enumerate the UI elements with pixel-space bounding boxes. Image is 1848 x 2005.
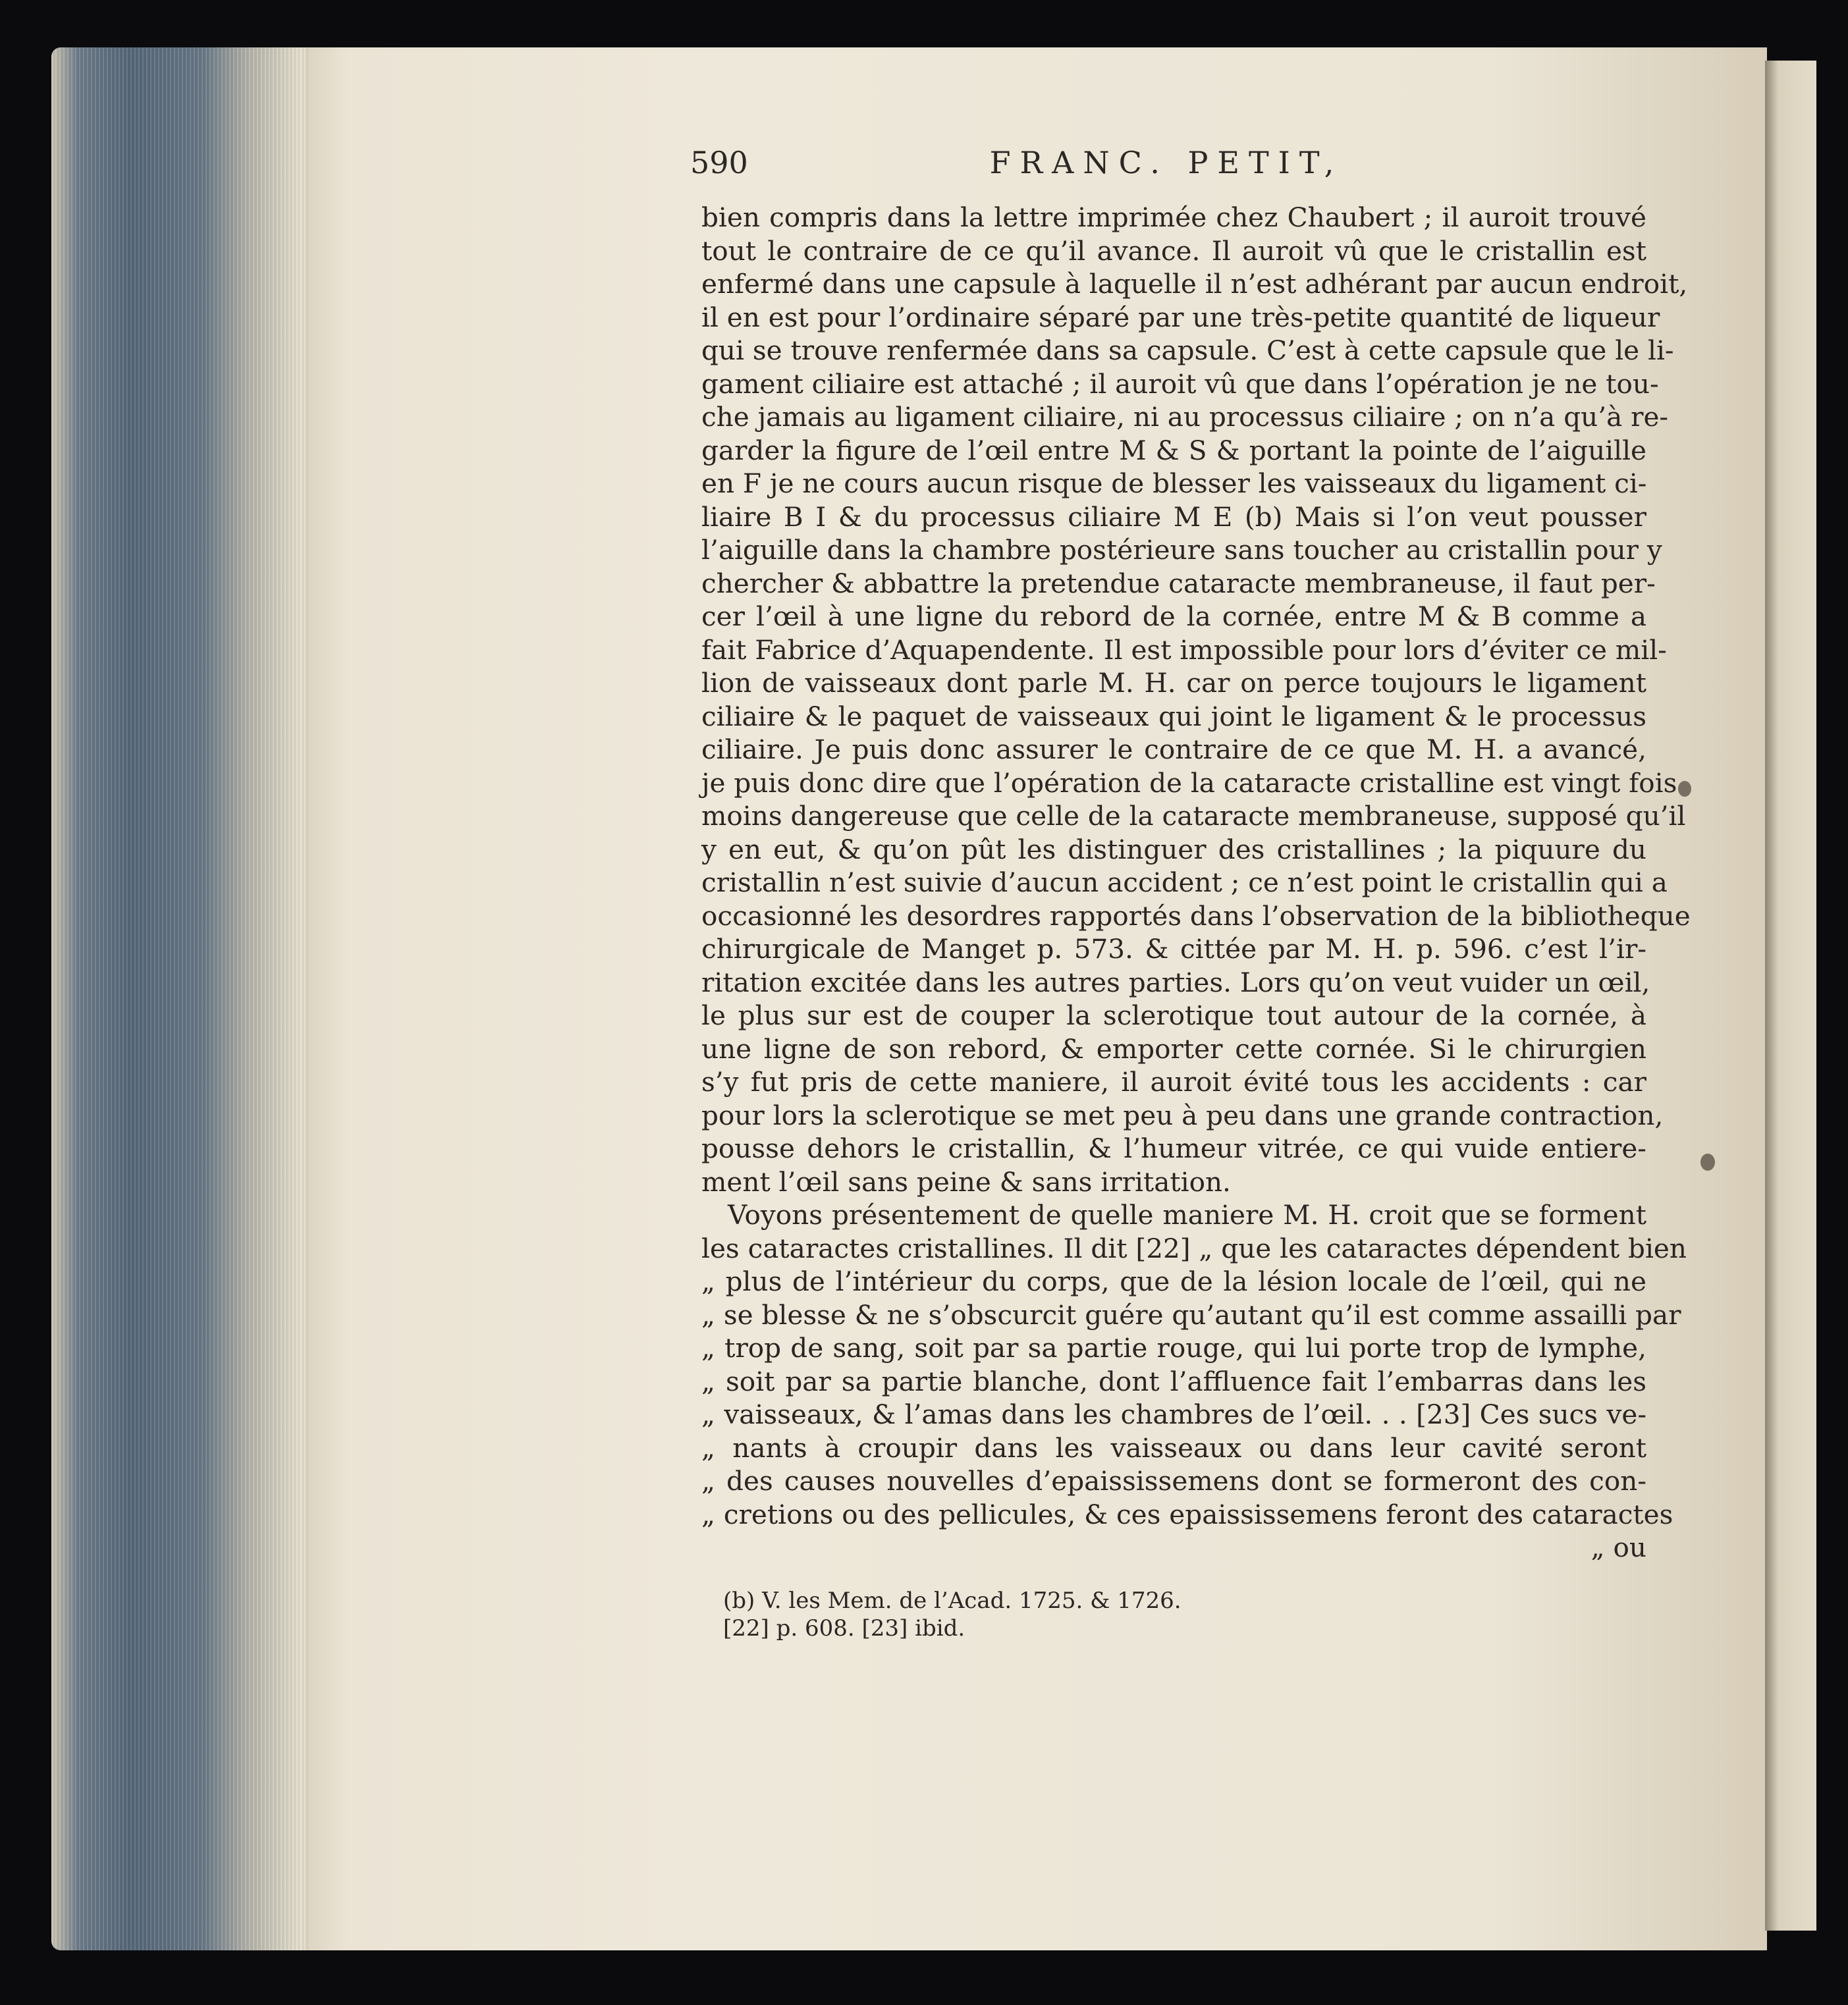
text-line: pousse dehors le cristallin, & l’humeur vitrée, ce qui vuide entiere- — [701, 1133, 1646, 1164]
text-line: „ soit par sa partie blanche, dont l’affluence fait l’embarras dans les — [701, 1365, 1646, 1397]
catchword: „ ou — [1590, 1532, 1646, 1563]
text-line: y en eut, & qu’on pût les distinguer des cristallines ; la piquure du — [701, 833, 1646, 865]
footnote: (b) V. les Mem. de l’Acad. 1725. & 1726. — [723, 1588, 1182, 1614]
text-line: en F je ne cours aucun risque de blesser les vaisseaux du ligament ci- — [701, 468, 1647, 499]
text-line: che jamais au ligament ciliaire, ni au processus ciliaire ; on n’a qu’à re- — [701, 401, 1669, 433]
text-line: „ vaisseaux, & l’amas dans les chambres de l’œil. . . [23] Ces sucs ve- — [701, 1399, 1646, 1430]
book-fore-edge — [51, 47, 315, 1950]
text-line: s’y fut pris de cette maniere, il auroit évité tous les accidents : car — [701, 1066, 1646, 1098]
text-line: „ nants à croupir dans les vaisseaux ou dans leur cavité seront — [701, 1431, 1646, 1464]
text-line: „ plus de l’intérieur du corps, que de la lésion locale de l’œil, qui ne — [701, 1266, 1646, 1297]
text-line: occasionné les desordres rapportés dans l’observation de la bibliotheque — [701, 899, 1691, 932]
text-line: le plus sur est de couper la sclerotique tout autour de la cornée, à — [701, 1000, 1646, 1031]
footnotes — [723, 1587, 1316, 1642]
text-line: cer l’œil à une ligne du rebord de la cornée, entre M & B comme a — [701, 601, 1646, 632]
text-line: fait Fabrice d’Aquapendente. Il est impossible pour lors d’éviter ce mil- — [701, 633, 1667, 666]
text-line: qui se trouve renfermée dans sa capsule. C’est à cette capsule que le li- — [701, 334, 1674, 366]
text-line: pour lors la sclerotique se met peu à peu dans une grande contraction, — [701, 1099, 1664, 1131]
facing-page-edge — [1765, 61, 1816, 1931]
text-line: „ cretions ou des pellicules, & ces epaississemens feront des cataractes — [701, 1498, 1673, 1530]
text-line: chirurgicale de Manget p. 573. & cittée par M. H. p. 596. c’est l’ir- — [701, 933, 1646, 965]
text-line: bien compris dans la lettre imprimée chez Chaubert ; il auroit trouvé — [701, 201, 1646, 233]
paper-stain — [1700, 1154, 1715, 1171]
text-line: cristallin n’est suivie d’aucun accident ; ce n’est point le cristallin qui a — [701, 867, 1668, 898]
text-line: garder la figure de l’œil entre M & S & portant la pointe de l’aiguille — [701, 434, 1646, 466]
text-line: „ des causes nouvelles d’epaississemens dont se formeront des con- — [701, 1465, 1646, 1497]
text-line: je puis donc dire que l’opération de la cataracte cristalline est vingt fois — [701, 766, 1677, 799]
text-line: gament ciliaire est attaché ; il auroit vû que dans l’opération je ne tou- — [701, 367, 1659, 400]
text-line: „ trop de sang, soit par sa partie rouge, qui lui porte trop de lymphe, — [701, 1332, 1646, 1364]
footnote: [22] p. 608. [23] ibid. — [723, 1615, 965, 1642]
text-line: lion de vaisseaux dont parle M. H. car on perce toujours le ligament — [701, 667, 1646, 699]
text-line: liaire B I & du processus ciliaire M E (b) Mais si l’on veut pousser — [701, 500, 1646, 533]
body-text — [701, 201, 1691, 1564]
text-line: il en est pour l’ordinaire séparé par une très-petite quantité de liqueur — [701, 301, 1660, 333]
text-line: moins dangereuse que celle de la cataracte membraneuse, supposé qu’il — [701, 800, 1686, 832]
page-number: 590 — [690, 145, 748, 180]
text-line: ment l’œil sans peine & sans irritation. — [701, 1165, 1231, 1198]
text-line: enfermé dans une capsule à laquelle il n’est adhérant par aucun endroit, — [701, 268, 1688, 300]
paper-stain — [1678, 781, 1691, 797]
page-header — [690, 145, 1643, 191]
text-line: „ se blesse & ne s’obscurcit guére qu’autant qu’il est comme assailli par — [701, 1298, 1681, 1331]
text-line: l’aiguille dans la chambre postérieure sans toucher au cristallin pour y — [701, 534, 1662, 566]
text-line: Voyons présentement de quelle maniere M. H. croit que se forment — [728, 1199, 1646, 1231]
text-line: une ligne de son rebord, & emporter cette cornée. Si le chirurgien — [701, 1032, 1646, 1065]
text-line: les cataractes cristallines. Il dit [22] „ que les cataractes dépendent bien — [701, 1232, 1687, 1264]
running-head: FRANC. PETIT, — [989, 145, 1344, 180]
text-line: tout le contraire de ce qu’il avance. Il auroit vû que le cristallin est — [701, 234, 1646, 267]
text-line: ciliaire & le paquet de vaisseaux qui joint le ligament & le processus — [701, 700, 1646, 732]
text-line: ritation excitée dans les autres parties. Lors qu’on veut vuider un œil, — [701, 966, 1650, 998]
text-line: chercher & abbattre la pretendue cataracte membraneuse, il faut per- — [701, 567, 1656, 599]
text-line: ciliaire. Je puis donc assurer le contraire de ce que M. H. a avancé, — [701, 734, 1646, 765]
